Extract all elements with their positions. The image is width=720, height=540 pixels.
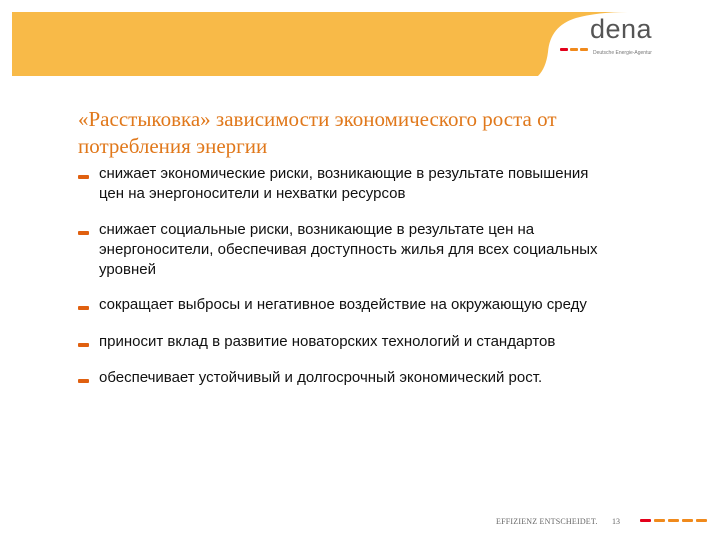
bullet-text: сокращает выбросы и негативное воздействие на окружающую среду: [99, 296, 587, 313]
bullet-list: [78, 164, 598, 388]
logo-wordmark: dena: [590, 14, 653, 44]
slide-title: «Расстыковка» зависимости экономического роста от потребления энергии: [78, 107, 557, 158]
bullet-dash-icon: [78, 231, 89, 235]
bullet-item: [78, 295, 598, 315]
footer-dashes: [640, 519, 708, 523]
bullet-text: приносит вклад в развитие новаторских технологий и стандартов: [99, 333, 556, 350]
bullet-item: [78, 164, 598, 204]
bullet-text: снижает социальные риски, возникающие в результате цен на энергоносители, обеспечивая доступность жилья для всех социальных уровней: [99, 221, 598, 278]
footer-slogan: EFFIZIENZ ENTSCHEIDET.: [496, 517, 598, 526]
bullet-dash-icon: [78, 175, 89, 179]
bullet-text: обеспечивает устойчивый и долгосрочный экономический рост.: [99, 369, 543, 386]
bullet-item: [78, 368, 598, 388]
bullet-item: [78, 332, 598, 352]
bullet-text: снижает экономические риски, возникающие в результате повышения цен на энергоносители и нехватки ресурсов: [99, 165, 589, 202]
bullet-dash-icon: [78, 343, 89, 347]
logo-tagline: Deutsche Energie-Agentur: [593, 50, 652, 56]
bullet-item: [78, 220, 598, 280]
bullet-dash-icon: [78, 306, 89, 310]
bullet-dash-icon: [78, 379, 89, 383]
dena-logo: [538, 12, 708, 76]
logo-dashes: [560, 48, 590, 52]
page-number: 13: [612, 517, 620, 526]
